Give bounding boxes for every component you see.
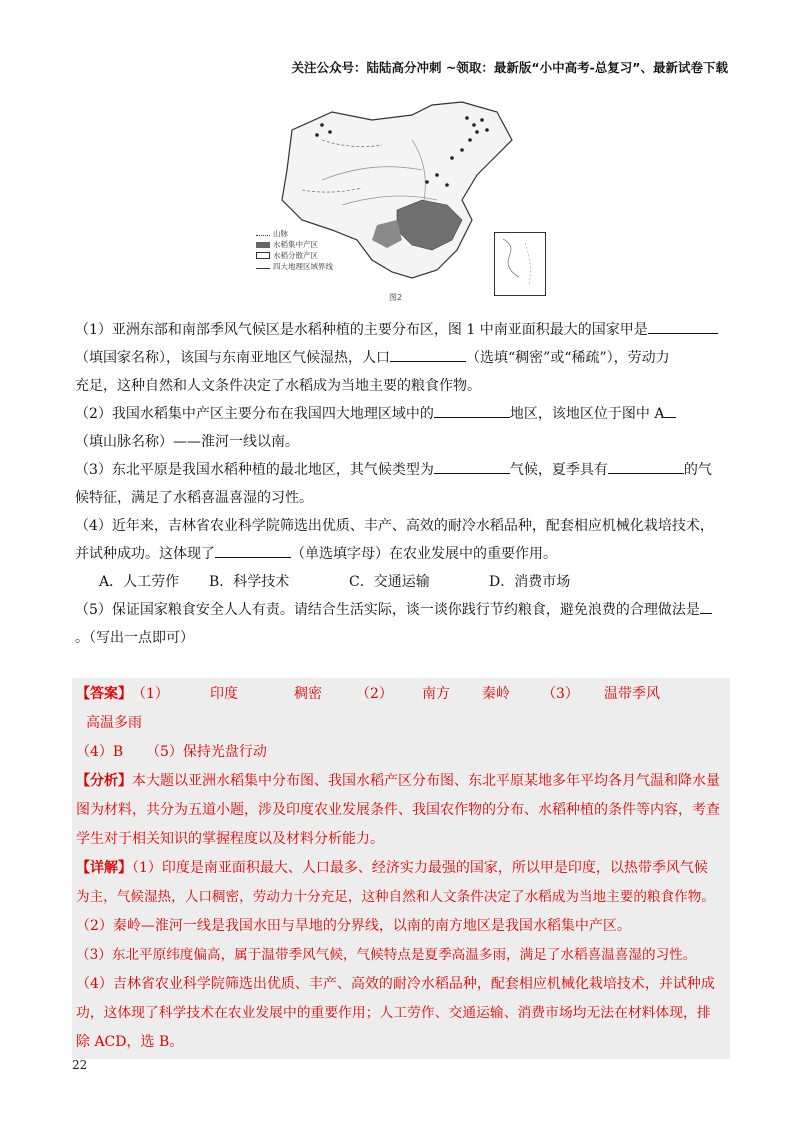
detail-line7: 除 ACD，选 B。 xyxy=(76,1034,184,1050)
detail-line5: （4）吉林省农业科学院筛选出优质、丰产、高效的耐冷水稻品种，配套相应机械化栽培技术，并试种成 xyxy=(76,976,715,992)
q4-blank-choice[interactable] xyxy=(215,541,291,558)
q4-option-a[interactable]: A．人工劳作 xyxy=(99,574,180,590)
q1-line1: （1）亚洲东部和南部季风气候区是水稻种植的主要分布区，图 1 中南亚面积最大的国家甲是 xyxy=(75,316,730,344)
q4-option-d[interactable]: D．消费市场 xyxy=(489,574,571,590)
answer-box xyxy=(72,678,730,1059)
legend-concentrated: 水稻集中产区 xyxy=(273,240,318,249)
q3-blank-feature[interactable] xyxy=(608,457,684,474)
q3-blank-climate[interactable] xyxy=(434,457,510,474)
q4-option-b[interactable]: B．科学技术 xyxy=(209,574,290,590)
detail-line1: 【详解】（1）印度是南亚面积最大、人口最多、经济实力最强的国家，所以甲是印度，以热带季风气候 xyxy=(76,860,708,876)
detail-line6: 功，这体现了科学技术在农业发展中的重要作用；人工劳作、交通运输、消费市场均无法在材料体现，排 xyxy=(76,1005,711,1021)
q2-blank-region[interactable] xyxy=(434,401,510,418)
q3-line2: 候特征，满足了水稻喜温喜湿的习性。 xyxy=(75,490,313,506)
detail-line3: （2）秦岭—淮河一线是我国水田与旱地的分界线，以南的南方地区是我国水稻集中产区。 xyxy=(76,918,631,934)
q5-line1: （5）保证国家粮食安全人人有责。请结合生活实际，谈一谈你践行节约粮食，避免浪费的合理做法是 xyxy=(75,596,730,624)
q5-blank[interactable] xyxy=(700,597,712,614)
detail-line4: （3）东北平原纬度偏高，属于温带季风气候，气候特点是夏季高温多雨，满足了水稻喜温喜湿的习性。 xyxy=(76,947,697,963)
q1-line2: （填国家名称），该国与东南亚地区气候湿热，人口 （选填“稠密”或“稀疏”），劳动力 xyxy=(75,344,730,372)
q5-line2: 。（写出一点即可） xyxy=(75,630,194,646)
questions-section xyxy=(75,316,730,652)
answer-row2: （4）B （5）保持光盘行动 xyxy=(76,744,267,760)
q2-line2: （填山脉名称）——淮河一线以南。 xyxy=(75,434,299,450)
analysis-line2: 图为材料，共分为五道小题，涉及印度农业发展条件、我国农作物的分布、水稻种植的条件等内容，考查 xyxy=(76,802,720,818)
legend-boundary: 四大地理区域界线 xyxy=(273,262,333,271)
analysis-line3: 学生对于相关知识的掌握程度以及材料分析能力。 xyxy=(76,831,384,847)
legend-scattered: 水稻分散产区 xyxy=(273,251,318,260)
south-china-sea-inset xyxy=(494,232,546,296)
q4-options xyxy=(75,568,730,596)
q4-line2: 并试种成功。这体现了 （单选填字母）在农业发展中的重要作用。 xyxy=(75,540,730,568)
figure-caption: 图2 xyxy=(389,293,403,302)
q1-blank-population[interactable] xyxy=(390,345,466,362)
answer-row1: 【答案】（1） 印度 稠密 （2） 南方 秦岭 （3） 温带季风高温多雨 xyxy=(76,686,660,731)
analysis-line1: 【分析】本大题以亚洲水稻集中分布图、我国水稻产区分布图、东北平原某地多年平均各月气温和降水量 xyxy=(76,773,720,789)
page-number: 22 xyxy=(72,1058,88,1072)
detail-line2: 为主，气候湿热，人口稠密，劳动力十分充足，这种自然和人文条件决定了水稻成为当地主要的粮食作物。 xyxy=(76,889,715,905)
q4-option-c[interactable]: C．交通运输 xyxy=(349,574,430,590)
legend-mountain: 山脉 xyxy=(273,229,288,238)
q4-line1: （4）近年来，吉林省农业科学院筛选出优质、丰产、高效的耐冷水稻品种，配套相应机械化栽培技术， xyxy=(75,518,714,534)
q3-line1: （3）东北平原是我国水稻种植的最北地区，其气候类型为 气候，夏季具有 的气 xyxy=(75,456,730,484)
answer-tag: 【答案】 xyxy=(76,686,132,702)
q1-blank-country[interactable] xyxy=(648,317,718,334)
q2-blank-mountain[interactable] xyxy=(664,401,676,418)
map-legend xyxy=(256,228,333,272)
q2-line1: （2）我国水稻集中产区主要分布在我国四大地理区域中的 地区，该地区位于图中 A xyxy=(75,400,730,428)
page-header: 关注公众号：陆陆高分冲刺 ~领取：最新版“小中高考-总复习”、最新试卷下载 xyxy=(291,60,728,75)
q1-line3: 充足，这种自然和人文条件决定了水稻成为当地主要的粮食作物。 xyxy=(75,378,481,394)
